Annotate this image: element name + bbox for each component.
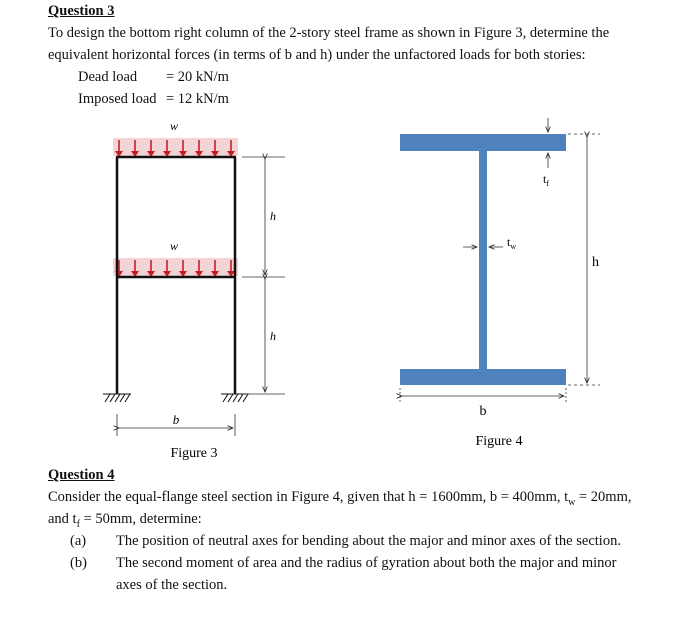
figure-4-section [400, 118, 600, 449]
web [479, 151, 487, 369]
part-b-text-2: axes of the section. [116, 577, 228, 593]
question-3-heading: Question 3 [48, 3, 115, 19]
imposed-load-label: Imposed load [78, 91, 157, 107]
top-flange [400, 134, 566, 151]
question-4-line-2: and $t_f = 50mm$, determine: [48, 511, 202, 530]
question-4-heading: Question 4 [48, 467, 115, 483]
part-b-text-1: The second moment of area and the radius of gyration about both the major and minor [116, 555, 617, 571]
bay-width-label: b [172, 412, 180, 427]
bottom-flange [400, 369, 566, 385]
question-3-line-2: equivalent horizontal forces (in terms of b and h) under the unfactored loads for both stories: [48, 47, 586, 63]
part-b-marker: (b) [70, 555, 87, 571]
height-dimensions [242, 157, 285, 394]
top-load-band [113, 138, 238, 156]
mid-load-label: w [169, 239, 179, 253]
flange-width-label: b [479, 404, 487, 419]
question-3-line-1: To design the bottom right column of the 2-story steel frame as shown in Figure 3, determine the [48, 25, 610, 41]
question-4-line-1: Consider the equal-flange steel section in Figure 4, given that h = 1600mm, b = 400mm, $t_w = 20mm$, [48, 489, 632, 508]
figure-3-caption: Figure 3 [170, 446, 218, 461]
figure-3-frame [103, 119, 285, 461]
imposed-load-value: = 12 kN/m [166, 91, 229, 107]
figure-4-caption: Figure 4 [475, 434, 523, 449]
fixed-supports [103, 394, 249, 402]
dead-load-value: = 20 kN/m [166, 69, 229, 85]
section-height-label: h [592, 255, 599, 270]
dead-load-label: Dead load [78, 69, 138, 85]
top-load-label: w [169, 119, 179, 133]
tw-label: $t_w$ [507, 235, 517, 251]
tf-label: $t_f$ [543, 172, 550, 188]
part-a-text: The position of neutral axes for bending about the major and minor axes of the section. [116, 533, 621, 549]
top-story-height-label: h [270, 209, 276, 223]
part-a-marker: (a) [70, 533, 87, 549]
mid-load-band [113, 258, 238, 276]
bottom-story-height-label: h [270, 329, 276, 343]
